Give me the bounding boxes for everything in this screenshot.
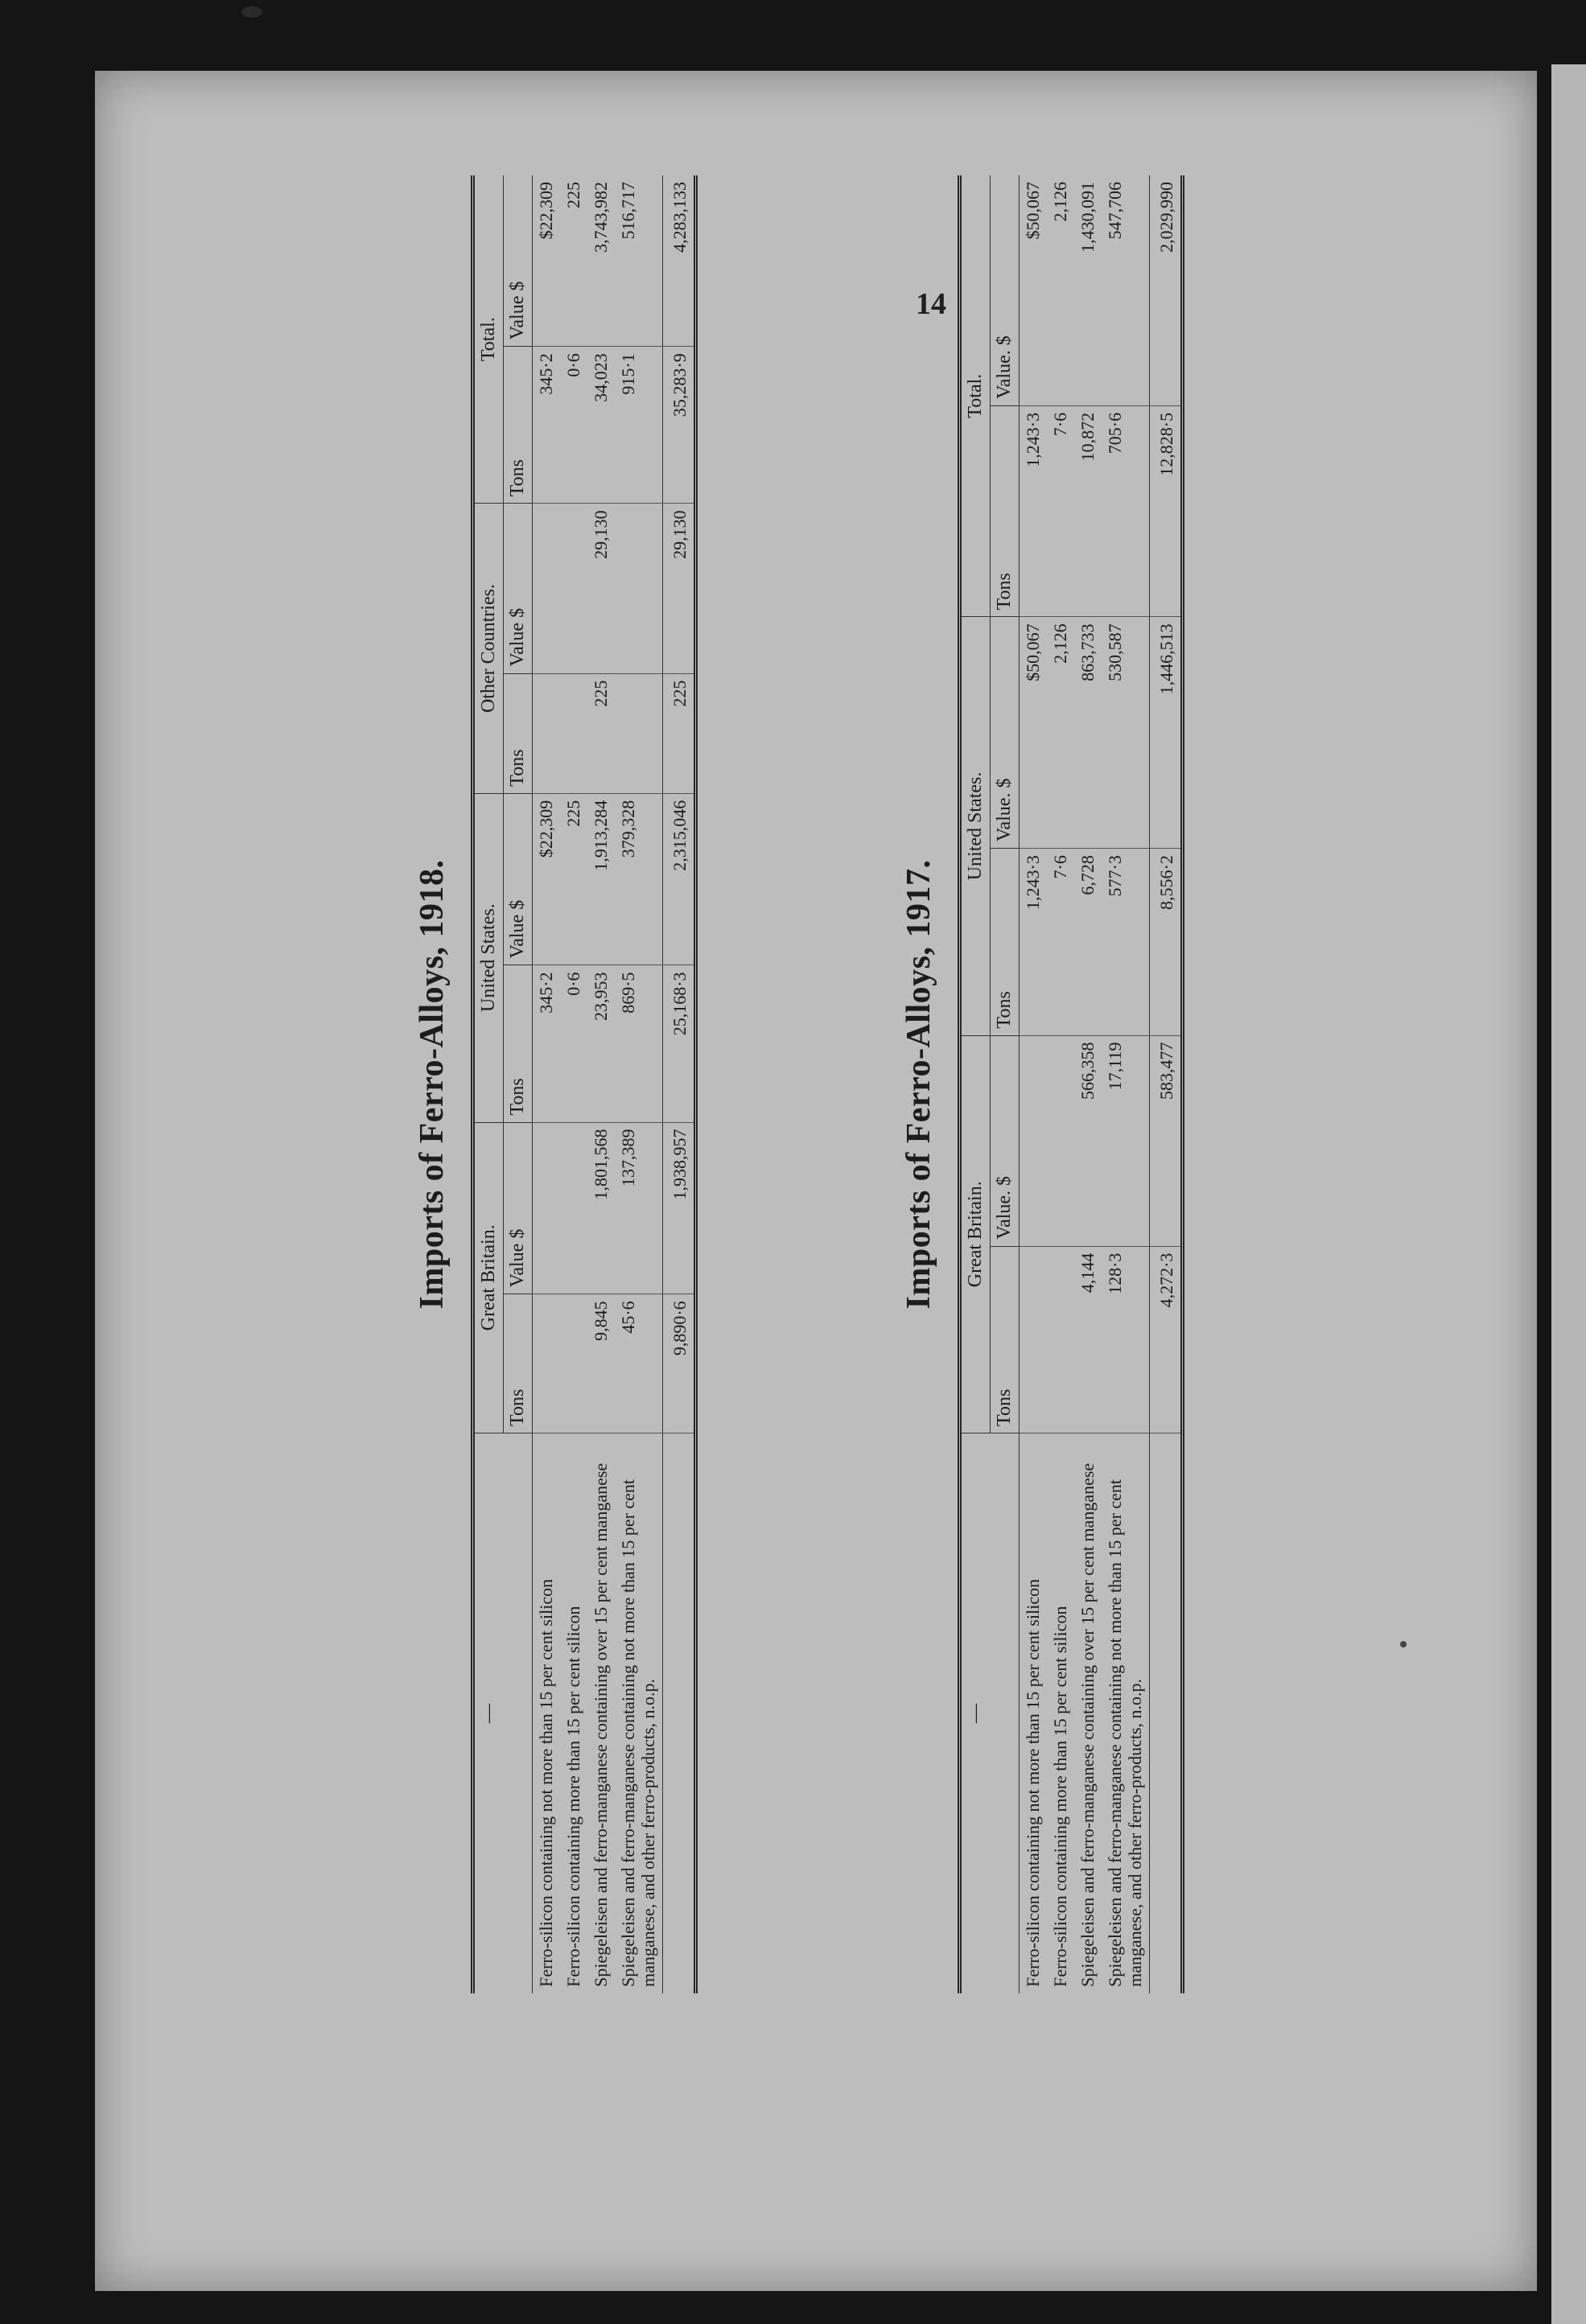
cell-value: 2,126 [1047, 617, 1074, 849]
column-header-tons: Tons [504, 965, 533, 1122]
cell-tons: 23,953 [587, 965, 615, 1122]
total-value: 583,477 [1149, 1035, 1182, 1246]
cell-tons: 45·6 [615, 1294, 662, 1433]
row-description: Ferro-silicon containing not more than 15 per cent silicon [1023, 1578, 1043, 1987]
totals-row [1149, 175, 1182, 1993]
column-header-tons: Tons [504, 673, 533, 793]
cell-value: 225 [560, 175, 587, 347]
total-tons: 225 [662, 673, 695, 793]
cell-tons: 10,872 [1074, 405, 1102, 617]
column-header-tons: Tons [991, 405, 1020, 617]
cell-tons [560, 673, 587, 793]
cell-value: 1,430,091 [1074, 175, 1102, 405]
cell-tons: 1,243·3 [1020, 849, 1048, 1035]
table-title-1918: Imports of Ferro-Alloys, 1918. [414, 859, 451, 1310]
cell-value: 566,358 [1074, 1035, 1102, 1246]
total-value: 1,446,513 [1149, 617, 1182, 849]
column-header-tons: Tons [991, 1246, 1020, 1433]
scan-speck [1400, 1641, 1407, 1647]
adjacent-page-edge [1551, 64, 1586, 2324]
total-value: 2,029,990 [1149, 175, 1182, 405]
cell-tons: 7·6 [1047, 405, 1074, 617]
paper-sheet [95, 71, 1537, 2291]
group-header-other-countries: Other Countries. [473, 504, 504, 793]
cell-tons [533, 673, 561, 793]
cell-tons: 0·6 [560, 965, 587, 1122]
cell-value [1020, 1035, 1048, 1246]
cell-value: $22,309 [533, 793, 561, 965]
total-tons: 12,828·5 [1149, 405, 1182, 617]
cell-tons [533, 1294, 561, 1433]
cell-value: $50,067 [1020, 175, 1048, 405]
totals-label-blank [662, 1433, 695, 1994]
cell-tons: 7·6 [1047, 849, 1074, 1035]
column-header-value: Value $ [504, 1122, 533, 1294]
description-header: — [960, 1433, 1020, 1994]
row-description: Ferro-silicon containing more than 15 per cent silicon [563, 1606, 583, 1987]
total-tons: 9,890·6 [662, 1294, 695, 1433]
column-header-value: Value. $ [991, 1035, 1020, 1246]
table-row [615, 175, 662, 1993]
cell-tons: 4,144 [1074, 1246, 1102, 1433]
group-header-united-states: United States. [473, 793, 504, 1122]
table-row [533, 175, 561, 1993]
group-header-total: Total. [960, 175, 991, 617]
cell-value: 225 [560, 793, 587, 965]
totals-row [662, 175, 695, 1993]
total-value: 2,315,046 [662, 793, 695, 965]
cell-tons [560, 1294, 587, 1433]
table-row [1102, 175, 1149, 1993]
scan-speck [241, 6, 262, 18]
cell-tons: 0·6 [560, 347, 587, 504]
cell-value [560, 504, 587, 673]
column-header-value: Value. $ [991, 175, 1020, 405]
cell-tons [615, 673, 662, 793]
group-header-great-britain: Great Britain. [960, 1035, 991, 1433]
cell-tons: 915·1 [615, 347, 662, 504]
cell-value: $50,067 [1020, 617, 1048, 849]
cell-value: 137,389 [615, 1122, 662, 1294]
cell-tons: 345·2 [533, 347, 561, 504]
imports-table-1917 [958, 175, 1184, 1993]
row-description: Spiegeleisen and ferro-manganese containing not more than 15 per cent manganese, and other ferro-products, n.o.p. [618, 1479, 659, 1987]
cell-value: 3,743,982 [587, 175, 615, 347]
column-header-value: Value $ [504, 504, 533, 673]
cell-value: 1,913,284 [587, 793, 615, 965]
total-tons: 25,168·3 [662, 965, 695, 1122]
table-row [1074, 175, 1102, 1993]
cell-value: 29,130 [587, 504, 615, 673]
cell-value [615, 504, 662, 673]
imports-table-1918 [471, 175, 698, 1993]
cell-value: $22,309 [533, 175, 561, 347]
table-block-1918 [413, 175, 698, 1993]
column-header-value: Value $ [504, 793, 533, 965]
cell-value: 547,706 [1102, 175, 1149, 405]
cell-tons: 869·5 [615, 965, 662, 1122]
row-description: Spiegeleisen and ferro-manganese containing over 15 per cent manganese [1077, 1462, 1098, 1987]
total-value: 1,938,957 [662, 1122, 695, 1294]
group-header-total: Total. [473, 175, 504, 504]
column-header-tons: Tons [504, 1294, 533, 1433]
cell-value: 17,119 [1102, 1035, 1149, 1246]
total-value: 29,130 [662, 504, 695, 673]
cell-value [533, 1122, 561, 1294]
description-header: — [473, 1433, 533, 1994]
cell-tons [1047, 1246, 1074, 1433]
totals-label-blank [1149, 1433, 1182, 1994]
table-row [587, 175, 615, 1993]
table-row [1020, 175, 1048, 1993]
total-tons: 4,272·3 [1149, 1246, 1182, 1433]
row-description: Spiegeleisen and ferro-manganese containing not more than 15 per cent manganese, and other ferro-products, n.o.p. [1105, 1479, 1146, 1987]
cell-tons [1020, 1246, 1048, 1433]
cell-value: 530,587 [1102, 617, 1149, 849]
column-header-tons: Tons [504, 347, 533, 504]
cell-tons: 128·3 [1102, 1246, 1149, 1433]
cell-tons: 9,845 [587, 1294, 615, 1433]
cell-value [1047, 1035, 1074, 1246]
rotated-content [95, 103, 1537, 2291]
total-tons: 8,556·2 [1149, 849, 1182, 1035]
cell-value [560, 1122, 587, 1294]
cell-tons: 345·2 [533, 965, 561, 1122]
group-header-united-states: United States. [960, 617, 991, 1035]
cell-value: 516,717 [615, 175, 662, 347]
cell-tons: 577·3 [1102, 849, 1149, 1035]
table-block-1917 [900, 175, 1184, 1993]
table-title-1917: Imports of Ferro-Alloys, 1917. [900, 859, 937, 1310]
column-header-value: Value $ [504, 175, 533, 347]
column-header-tons: Tons [991, 849, 1020, 1035]
column-header-value: Value. $ [991, 617, 1020, 849]
cell-tons: 34,023 [587, 347, 615, 504]
row-description: Spiegeleisen and ferro-manganese containing over 15 per cent manganese [591, 1462, 611, 1987]
cell-tons: 225 [587, 673, 615, 793]
cell-value: 379,328 [615, 793, 662, 965]
group-header-great-britain: Great Britain. [473, 1122, 504, 1433]
row-description: Ferro-silicon containing more than 15 per cent silicon [1050, 1606, 1070, 1987]
total-tons: 35,283·9 [662, 347, 695, 504]
page-number: 14 [916, 287, 946, 321]
cell-value: 1,801,568 [587, 1122, 615, 1294]
total-value: 4,283,133 [662, 175, 695, 347]
cell-tons: 705·6 [1102, 405, 1149, 617]
cell-value [533, 504, 561, 673]
cell-value: 2,126 [1047, 175, 1074, 405]
cell-tons: 1,243·3 [1020, 405, 1048, 617]
cell-value: 863,733 [1074, 617, 1102, 849]
table-row [1047, 175, 1074, 1993]
row-description: Ferro-silicon containing not more than 15 per cent silicon [536, 1578, 556, 1987]
table-row [560, 175, 587, 1993]
cell-tons: 6,728 [1074, 849, 1102, 1035]
